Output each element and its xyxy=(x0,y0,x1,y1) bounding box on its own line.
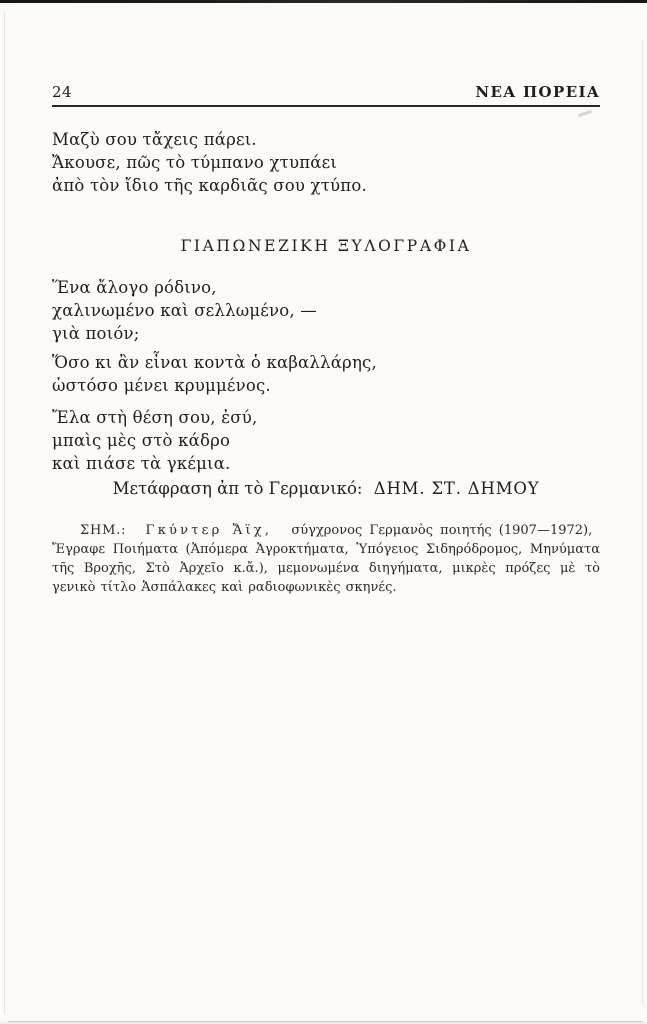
poem-stanza xyxy=(52,276,600,345)
footnote-author-name: Γκύντερ Ἄϊχ, xyxy=(145,523,273,538)
page-number: 24 xyxy=(52,83,73,101)
translator-name: ΔΗΜ. ΣΤ. ΔΗΜΟΥ xyxy=(373,479,540,498)
poem-line: χαλινωμένο καὶ σελλωμένο, — xyxy=(52,301,318,320)
footnote-body: Ἔγραφε Ποιήματα (Ἀπόμερα Ἀγροκτήματα, Ὑπόγειος Σιδηρόδρομος, Μηνύματα τῆς Βροχῆς, Στὸ Ἀρχεῖο κ.ἄ.), μεμονωμένα διηγήματα, μικρὲς πρόζες μὲ τὸ γενικὸ τίτλο Ἀσπάλακες καὶ ραδιοφωνικὲς σκηνές. xyxy=(52,542,600,595)
footnote-author-description: σύγχρονος Γερμανὸς ποιητής (1907—1972), xyxy=(291,523,593,538)
header-rule xyxy=(52,105,600,107)
poem-line: Ἄκουσε, πῶς τὸ τύμπανο χτυπάει xyxy=(52,153,338,172)
footnote-first-line xyxy=(52,521,600,540)
magazine-title: ΝΕΑ ΠΟΡΕΙΑ xyxy=(475,83,600,101)
translation-credit xyxy=(52,478,600,500)
poem-line: ὡστόσο μένει κρυμμένος. xyxy=(52,376,271,395)
translation-credit-prefix: Μετάφραση ἀπ τὸ Γερμανικό: xyxy=(112,479,363,498)
poem-line: γιὰ ποιόν; xyxy=(52,324,140,343)
footnote xyxy=(52,521,600,597)
poem-title: ΓΙΑΠΩΝΕΖΙΚΗ ΞΥΛΟΓΡΑΦΙΑ xyxy=(180,237,472,255)
poem-stanza xyxy=(52,406,600,475)
page-header xyxy=(52,84,600,101)
poem-line: μπαὶς μὲς στὸ κάδρο xyxy=(52,431,231,450)
poem-line: Ἕνα ἄλογο ρόδινο, xyxy=(52,278,217,297)
poem-line: καὶ πιάσε τὰ γκέμια. xyxy=(52,454,231,473)
poem-line: Μαζὺ σου τἄχεις πάρει. xyxy=(52,130,257,149)
poem-stanza xyxy=(52,351,600,397)
poem-line: ἀπὸ τὸν ἴδιο τῆς καρδιᾶς σου χτύπο. xyxy=(52,176,367,195)
poem-line: Ὅσο κι ἂν εἶναι κοντὰ ὁ καβαλλάρης, xyxy=(52,353,377,372)
poem-stanza-continuation xyxy=(52,128,600,197)
footnote-label: ΣΗΜ.: xyxy=(80,523,127,538)
poem-line: Ἔλα στὴ θέση σου, ἐσύ, xyxy=(52,408,258,427)
